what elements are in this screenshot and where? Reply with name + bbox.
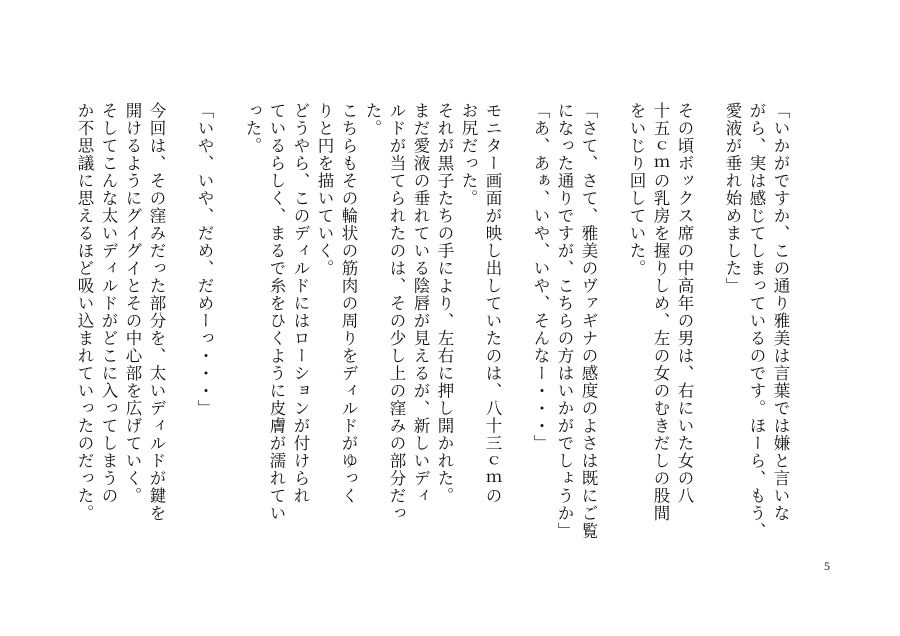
text-line: お尻だった。 bbox=[459, 102, 478, 207]
text-line: をいじり回していた。 bbox=[627, 102, 646, 277]
text-line: ているらしく、まるで糸をひくように皮膚が濡れてい bbox=[267, 102, 286, 522]
text-line: 今回は、その窪みだった部分を、太いディルドが鍵を bbox=[147, 102, 166, 522]
text-line: った。 bbox=[243, 102, 262, 155]
text-line: か不思議に思えるほど吸い込まれていったのだった。 bbox=[75, 102, 94, 522]
text-line: 開けるようにグイグイとその中心部を広げていく。 bbox=[123, 102, 142, 505]
text-line: 「さて、さて、雅美のヴァギナの感度のよさは既にご覧 bbox=[579, 102, 598, 540]
text-line: そしてこんな太いディルドがどこに入ってしまうの bbox=[99, 102, 118, 505]
text-line: 「いかがですか、この通り雅美は言葉では嫌と言いな bbox=[771, 102, 790, 522]
text-line: こちらもその輪状の筋肉の周りをディルドがゆっく bbox=[339, 102, 358, 505]
text-line: がら、実は感じてしまっているのです。ほーら、もう、 bbox=[747, 102, 766, 540]
text-line: た。 bbox=[363, 102, 382, 137]
text-line: それが黒子たちの手により、左右に押し開かれた。 bbox=[435, 102, 454, 505]
text-line: 十五ｃｍの乳房を握りしめ、左の女のむきだしの股間 bbox=[651, 102, 670, 522]
text-line: ルドが当てられたのは、その少し上の窪みの部分だっ bbox=[387, 102, 406, 522]
text-line: になった通りですが、こちらの方はいかがでしょうか」 bbox=[555, 102, 574, 540]
text-line: その頃ボックス席の中高年の男は、右にいた女の八 bbox=[675, 102, 694, 505]
text-line: まだ愛液の垂れている陰唇が見えるが、新しいディ bbox=[411, 102, 430, 505]
text-line: 「いや、いや、だめ、だめーっ・・・」 bbox=[195, 102, 214, 417]
text-line: どうやら、このディルドにはローションが付けられ bbox=[291, 102, 310, 505]
text-line: りと円を描いていく。 bbox=[315, 102, 334, 277]
text-line: 愛液が垂れ始めました」 bbox=[723, 102, 742, 295]
text-line: 「あ、あぁ、いや、いや、そんなー・・・」 bbox=[531, 102, 550, 452]
page-number: 5 bbox=[824, 559, 830, 573]
text-line: モニター画面が映し出していたのは、八十三ｃｍの bbox=[483, 102, 502, 505]
